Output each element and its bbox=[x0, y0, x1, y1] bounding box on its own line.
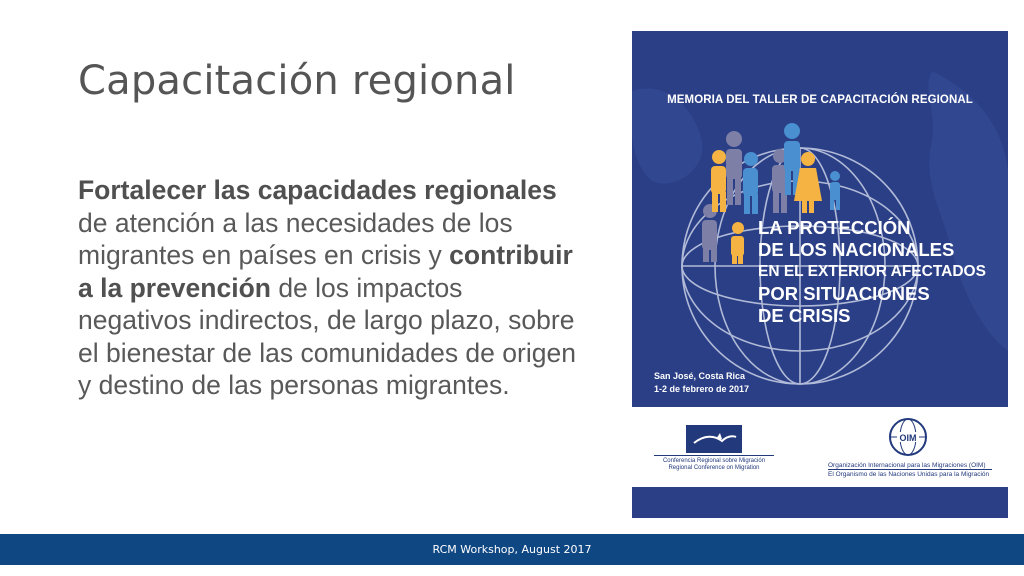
oim-emblem-icon bbox=[888, 417, 928, 457]
headline-line-1: LA PROTECCIÓN bbox=[758, 217, 911, 238]
oim-emblem-text: OIM bbox=[899, 433, 917, 443]
headline-line-5: DE CRISIS bbox=[758, 305, 851, 326]
body-bold-2: contribuir a la prevención bbox=[78, 240, 573, 303]
divider bbox=[828, 469, 992, 470]
oim-logo-text bbox=[828, 461, 992, 479]
rcm-line-1: Conferencia Regional sobre Migración bbox=[662, 458, 766, 464]
oim-line-1: Organización Internacional para las Migraciones (OIM) bbox=[828, 462, 986, 469]
cover-date: 1-2 de febrero de 2017 bbox=[654, 384, 750, 394]
report-cover-image bbox=[632, 31, 1008, 518]
headline-line-3: EN EL EXTERIOR AFECTADOS bbox=[758, 263, 986, 280]
body-text-1: de atención a las necesidades de los migrantes en países en crisis y bbox=[78, 207, 513, 270]
partner-logos bbox=[632, 407, 1008, 487]
rcm-line-2: Regional Conference on Migration bbox=[668, 465, 760, 471]
cover-header: MEMORIA DEL TALLER DE CAPACITACIÓN REGIONAL bbox=[667, 94, 973, 106]
oim-line-2: El Organismo de las Naciones Unidas para la Migración bbox=[828, 471, 990, 478]
footer-text: RCM Workshop, August 2017 bbox=[432, 543, 592, 556]
rcm-logo-text bbox=[654, 458, 774, 472]
headline-line-2: DE LOS NACIONALES bbox=[758, 239, 955, 260]
rcm-logo bbox=[654, 425, 774, 485]
rcm-emblem-icon bbox=[686, 425, 742, 453]
body-bold-1: Fortalecer las capacidades regionales bbox=[78, 175, 557, 205]
cover-city: San José, Costa Rica bbox=[654, 371, 746, 381]
oim-logo bbox=[828, 417, 992, 481]
headline-line-4: POR SITUACIONES bbox=[758, 283, 930, 304]
cover-artwork bbox=[632, 31, 1008, 407]
cover-location bbox=[654, 370, 749, 396]
body-text-2: de los impactos negativos indirectos, de largo plazo, sobre el bienestar de las comunidades de origen y destino de las personas migrantes. bbox=[78, 272, 576, 400]
cover-headline bbox=[758, 217, 1003, 327]
cover-bottom-band bbox=[632, 487, 1008, 518]
divider bbox=[654, 455, 774, 456]
slide-body-text bbox=[78, 174, 578, 402]
footer-bar bbox=[0, 534, 1024, 565]
slide-title: Capacitación regional bbox=[78, 58, 516, 104]
